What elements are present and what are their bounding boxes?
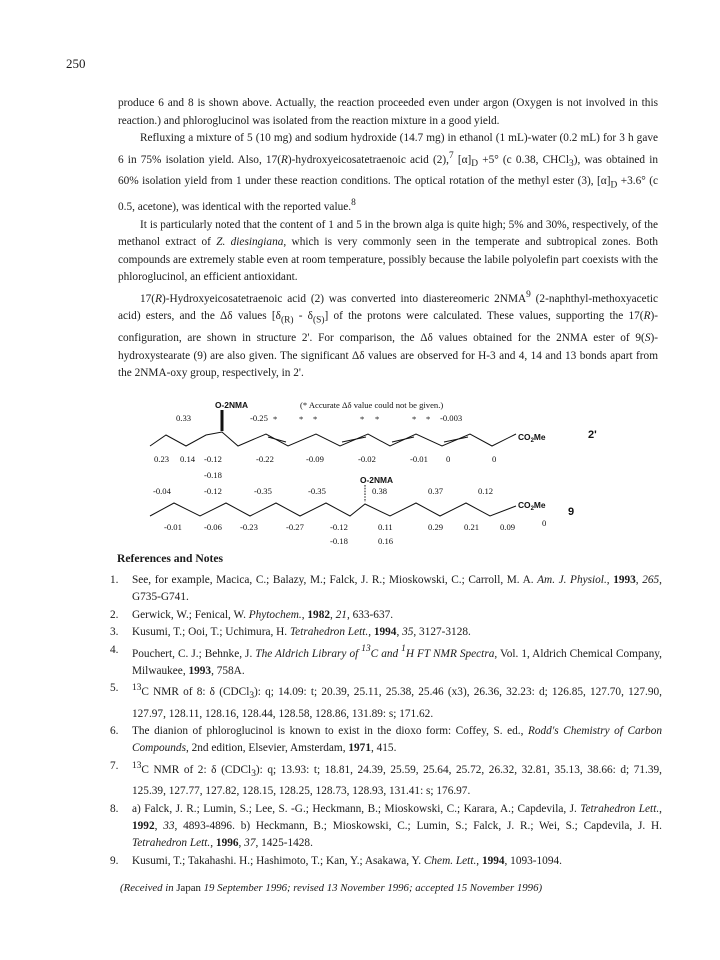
bottom-value-above: 0.12 [478, 486, 494, 496]
compound-label-9: 9 [568, 506, 575, 518]
top-value-below: -0.01 [410, 454, 428, 464]
bottom-value-below: -0.12 [330, 522, 348, 532]
top-double-bond [444, 437, 468, 442]
top-double-bond [342, 437, 366, 442]
bottom-value-above: 0.38 [372, 486, 388, 496]
top-value-above: -0.003 [440, 413, 463, 423]
star-mark: * [426, 414, 431, 424]
accuracy-note: (* Accurate Δδ value could not be given.) [300, 400, 444, 410]
paragraph-4: 17(R)-Hydroxyeicosatetraenoic acid (2) was converted into diastereomeric 2NMA$^9$ (2-naphthyl-methoxyacetic acid) esters, and the Δδ values $[\delta_{(R)} - \delta_{(S)}]$ of the protons were calculated. These values, supporting the 17(R)-configuration, are shown in structure 2'. For comparison, the Δδ values obtained for the 2NMA ester of 9(S)-hydroxystearate (9) are also given. The significant Δδ values are observed for H-3 and 4, 14 and 13 bonds apart from the 2NMA-oxy group, respectively, in 2'. [118, 289, 658, 380]
top-o2nma-label: O-2NMA [215, 400, 249, 410]
star-mark: * [412, 414, 417, 424]
reference-item: 3. Kusumi, T.; Ooi, T.; Uchimura, H. Tetrahedron Lett., 1994, 35, 3127-3128. [110, 626, 471, 639]
reference-item: 8. a) Falck, J. R.; Lumin, S.; Lee, S. -G.; Heckmann, B.; Mioskowski, C.; Karara, A.; Capdevila, J. Tetrahedron Lett., 1992, 33, 4893-4896. b) Heckmann, B.; Mioskowski, C.; Lumin, S.; Falck, J. R.; Wei, S.; Capdevila, J. H. Tetrahedron Lett., 1996, 37, 1425-1428. [110, 802, 663, 850]
body-text [118, 95, 658, 383]
star-mark: * [273, 414, 278, 424]
top-value-below: -0.09 [306, 454, 324, 464]
references-heading: References and Notes [117, 552, 224, 565]
top-carbon-chain [150, 432, 516, 446]
star-mark: * [360, 414, 365, 424]
top-ester-label: $CO_2Me$ [518, 432, 546, 444]
reference-item: 9. Kusumi, T.; Takahashi. H.; Hashimoto, T.; Kan, Y.; Asakawa, Y. Chem. Lett., 1994, 1093-1094. [110, 854, 562, 867]
received-dates: (Received in Japan 19 September 1996; revised 13 November 1996; accepted 15 November 1996) [120, 882, 543, 894]
reference-item: 1. See, for example, Macica, C.; Balazy, M.; Falck, J. R.; Mioskowski, C.; Carroll, M. A. Am. J. Physiol., 1993, 265, G735-G741. [110, 574, 662, 604]
bottom-value-below: -0.18 [330, 536, 348, 546]
bottom-value-below: 0.11 [378, 522, 393, 532]
bottom-value-above: 0.37 [428, 486, 444, 496]
structure-figure [150, 398, 640, 548]
bottom-value-below: 0.29 [428, 522, 444, 532]
bottom-value-below: 0.09 [500, 522, 516, 532]
star-mark: * [299, 414, 304, 424]
bottom-value-above: -0.04 [153, 486, 171, 496]
top-double-bond [392, 437, 414, 442]
compound-label-2prime: 2' [588, 429, 597, 441]
star-mark: * [375, 414, 380, 424]
bottom-value-above: -0.12 [204, 486, 222, 496]
top-value-below: 0.23 [154, 454, 170, 464]
bottom-value-above: -0.35 [254, 486, 272, 496]
top-double-bond [268, 437, 286, 442]
top-value-below: 0 [492, 454, 497, 464]
top-value-below: -0.22 [256, 454, 274, 464]
top-value-below: -0.02 [358, 454, 376, 464]
structure-svg [150, 398, 640, 548]
top-value-below: 0 [446, 454, 451, 464]
reference-item: 7. $^{13}$C NMR of 2: δ (CDCl$_3$): q; 13.93: t; 18.81, 24.39, 25.59, 25.64, 25.72, 26.32, 32.81, 35.13, 38.66: d; 71.39, 125.39, 127.77, 127.82, 128.15, 128.25, 128.73, 128.93, 131.41: s; 176.97. [110, 759, 662, 798]
top-value-below: -0.12 [204, 454, 222, 464]
bottom-ester-label: $CO_2Me$ [518, 500, 546, 512]
bottom-value-below: 0.21 [464, 522, 480, 532]
bottom-carbon-chain [150, 503, 516, 516]
reference-item: 2. Gerwick, W.; Fenical, W. Phytochem., 1982, 21, 633-637. [110, 608, 394, 621]
bottom-value-below: -0.06 [204, 522, 222, 532]
paragraph-1: produce 6 and 8 is shown above. Actually, the reaction proceeded even under argon (Oxygen is not involved in this reaction.) and phloroglucinol was isolated from the reaction mixture in a good yield. [118, 97, 658, 127]
top-value-below: 0.14 [180, 454, 196, 464]
bottom-value-below: 0.16 [378, 536, 394, 546]
paragraph-2: Refluxing a mixture of 5 (10 mg) and sodium hydroxide (14.7 mg) in ethanol (1 mL)-water (0.2 mL) for 3 h gave 6 in 75% isolation yield. Also, 17(R)-hydroxyeicosatetraenoic acid (2),$^7$ $[\alpha]_D +5^\circ$ (c 0.38, CHCl$_3$), was obtained in 60% isolation yield from 1 under these reaction conditions. The optical rotation of the methyl ester (3), $[\alpha]_D +3.6^\circ$ (c 0.5, acetone), was identical with the reported value.$^8$ [118, 132, 658, 213]
page-number: 250 [66, 56, 86, 71]
paragraph-3: It is particularly noted that the content of 1 and 5 in the brown alga is quite high; 5% and 30%, respectively, of the methanol extract of Z. diesingiana, which is very commonly seen in the temperate and subtropical zones. Both compounds are extremely stable even at room temperature, possibly because the labile polyolefin part coexists with the phloroglucinol, an efficient antioxidant. [118, 218, 659, 284]
bottom-value-below: 0 [542, 518, 547, 528]
top-value-above: -0.25 [250, 413, 268, 423]
reference-item: 6. The dianion of phloroglucinol is known to exist in the dioxo form: Coffey, S. ed., Rodd's Chemistry of Carbon Compounds, 2nd edition, Elsevier, Amsterdam, 1971, 415. [110, 725, 662, 755]
top-value-above: 0.33 [176, 413, 192, 423]
reference-item: 5. $^{13}$C NMR of 8: δ (CDCl$_3$): q; 14.09: t; 20.39, 25.11, 25.38, 25.46 (x3), 26.36, 32.23: d; 126.85, 127.70, 127.90, 127.97, 128.11, 128.16, 128.44, 128.58, 128.86, 131.89: s; 171.62. [110, 682, 662, 720]
references-list [110, 572, 662, 870]
bottom-value-below: -0.23 [240, 522, 258, 532]
bottom-value-below: -0.01 [164, 522, 182, 532]
bottom-value-below: -0.27 [286, 522, 304, 532]
bottom-value-above: -0.35 [308, 486, 326, 496]
bottom-o2nma-label: O-2NMA [360, 475, 394, 485]
top-value-below: -0.18 [204, 470, 222, 480]
star-mark: * [313, 414, 318, 424]
reference-item: 4. Pouchert, C. J.; Behnke, J. The Aldrich Library of $^{13}$C and $^1$H FT NMR Spectra, Vol. 1, Aldrich Chemical Company, Milwaukee, 1993, 758A. [110, 643, 662, 677]
